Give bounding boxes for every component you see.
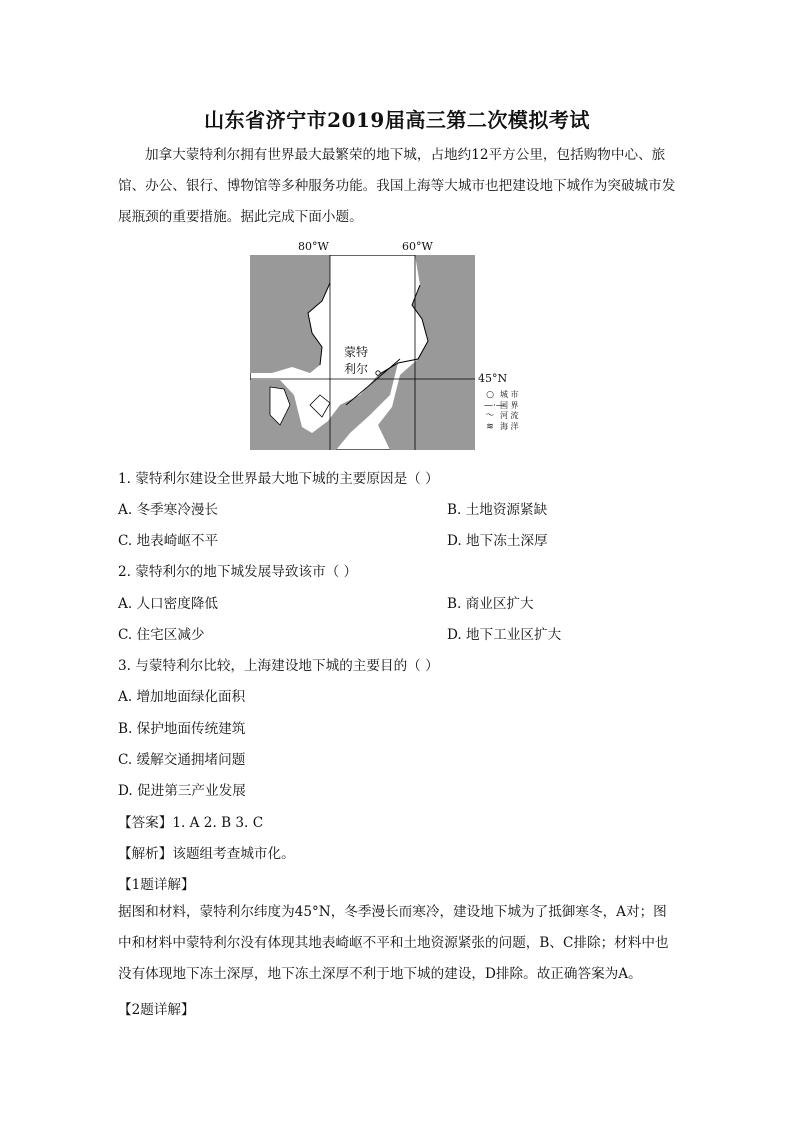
city-label-line2: 利尔: [344, 362, 369, 376]
q3-option-a: A. 增加地面绿化面积: [118, 689, 246, 705]
detail-1-heading: 【1题详解】: [118, 877, 195, 893]
page-title: 山东省济宁市2019届高三第二次模拟考试: [204, 108, 590, 132]
border-legend-icon: —·—: [484, 400, 505, 411]
legend-row-border: [484, 401, 519, 412]
city-legend-icon: ○: [486, 390, 494, 400]
lon-label-60w: 60°W: [402, 240, 433, 253]
q1-option-a: A. 冬季寒冷漫长: [118, 502, 219, 518]
river-legend-icon: 〜: [485, 411, 495, 421]
q1-option-b: B. 土地资源紧缺: [447, 502, 548, 518]
city-label-line1: 蒙特: [344, 345, 369, 359]
legend-label: 海 洋: [500, 421, 519, 431]
analysis-line: 【解析】该题组考查城市化。: [118, 846, 295, 862]
legend-row-ocean: [484, 422, 519, 433]
answer-line: 【答案】1. A 2. B 3. C: [118, 815, 264, 831]
q2-option-c: C. 住宅区减少: [118, 627, 205, 643]
q2-option-a: A. 人口密度降低: [118, 596, 219, 612]
q1-option-c: C. 地表崎岖不平: [118, 533, 219, 549]
q2-option-b: B. 商业区扩大: [447, 596, 534, 612]
detail-1-text: 据图和材料，蒙特利尔纬度为45°N，冬季漫长而寒冷，建设地下城为了抵御寒冬，A对；图中和材料中蒙特利尔没有体现其地表崎岖不平和土地资源紧张的问题，B、C排除；材料中也没有体现地下冻土深厚，地下冻土深厚不利于地下城的建设，D排除。故正确答案为A。: [118, 904, 669, 982]
question-2-stem: 2. 蒙特利尔的地下城发展导致该市（ ）: [118, 564, 358, 580]
q3-option-c: C. 缓解交通拥堵问题: [118, 752, 246, 768]
legend-row-city: [484, 390, 519, 401]
q3-option-b: B. 保护地面传统建筑: [118, 721, 246, 737]
map-legend: [484, 390, 519, 432]
legend-label: 城 市: [500, 390, 519, 399]
legend-label: 河 流: [500, 411, 519, 420]
question-3-stem: 3. 与蒙特利尔比较，上海建设地下城的主要目的（ ）: [118, 658, 439, 674]
lon-label-80w: 80°W: [298, 240, 329, 253]
lat-label-45n: 45°N: [478, 372, 508, 385]
legend-row-river: [484, 411, 519, 422]
q2-option-d: D. 地下工业区扩大: [447, 627, 562, 643]
ocean-legend-icon: ≋: [486, 421, 494, 432]
q3-option-d: D. 促进第三产业发展: [118, 783, 246, 799]
detail-2-heading: 【2题详解】: [118, 1002, 195, 1018]
q1-option-d: D. 地下冻土深厚: [447, 533, 548, 549]
intro-paragraph: 加拿大蒙特利尔拥有世界最大最繁荣的地下城，占地约12平方公里，包括购物中心、旅馆、办公、银行、博物馆等多种服务功能。我国上海等大城市也把建设地下城作为突破城市发展瓶颈的重要措施。据此完成下面小题。: [118, 147, 676, 225]
question-1-stem: 1. 蒙特利尔建设全世界最大地下城的主要原因是（ ）: [118, 471, 439, 487]
city-marker: [376, 371, 380, 375]
legend-label: 国 界: [500, 400, 519, 410]
